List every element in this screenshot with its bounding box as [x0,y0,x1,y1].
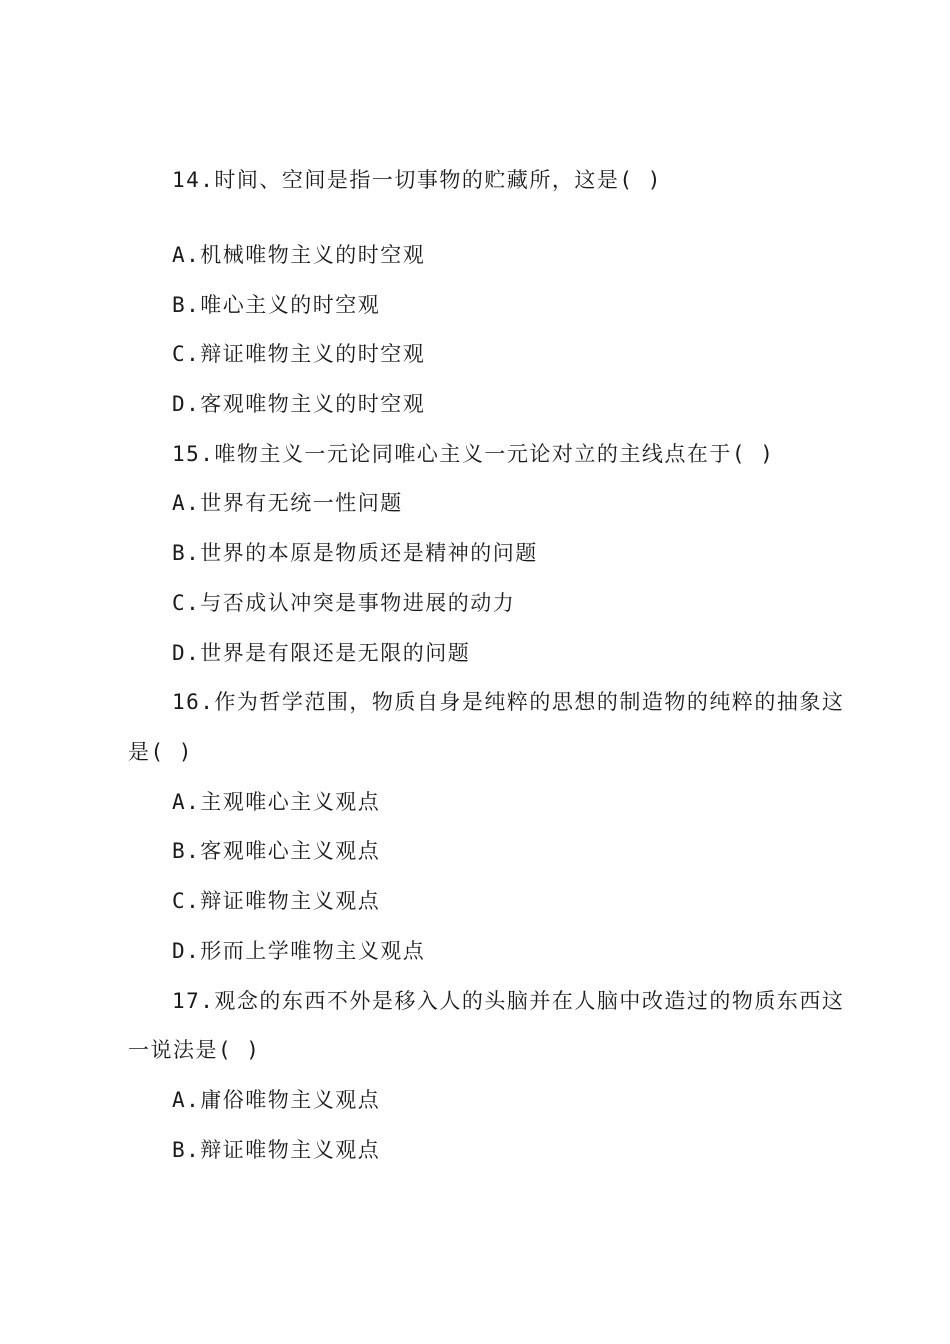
question-14-stem: 14.时间、空间是指一切事物的贮藏所，这是( ) [172,168,662,192]
question-17-stem-line1: 17.观念的东西不外是移入人的头脑并在人脑中改造过的物质东西这 [172,989,845,1013]
question-15-option-b: B.世界的本原是物质还是精神的问题 [172,541,538,565]
question-17-option-a: A.庸俗唯物主义观点 [172,1088,381,1112]
question-16-option-b: B.客观唯心主义观点 [172,839,381,863]
question-14-option-c: C.辩证唯物主义的时空观 [172,342,426,366]
question-17-stem-line2: 一说法是( ) [128,1038,261,1062]
question-15-option-a: A.世界有无统一性问题 [172,491,403,515]
question-16-option-a: A.主观唯心主义观点 [172,790,381,814]
question-16-stem-line1: 16.作为哲学范围，物质自身是纯粹的思想的制造物的纯粹的抽象这 [172,690,845,714]
question-17-option-b: B.辩证唯物主义观点 [172,1138,381,1162]
question-16-stem-line2: 是( ) [128,740,193,764]
question-16-option-c: C.辩证唯物主义观点 [172,889,381,913]
question-16-option-d: D.形而上学唯物主义观点 [172,939,426,963]
question-15-option-c: C.与否成认冲突是事物进展的动力 [172,591,516,615]
question-14-option-d: D.客观唯物主义的时空观 [172,392,426,416]
question-14-option-a: A.机械唯物主义的时空观 [172,243,426,267]
question-15-option-d: D.世界是有限还是无限的问题 [172,641,471,665]
question-15-stem: 15.唯物主义一元论同唯心主义一元论对立的主线点在于( ) [172,442,775,466]
question-14-option-b: B.唯心主义的时空观 [172,293,381,317]
